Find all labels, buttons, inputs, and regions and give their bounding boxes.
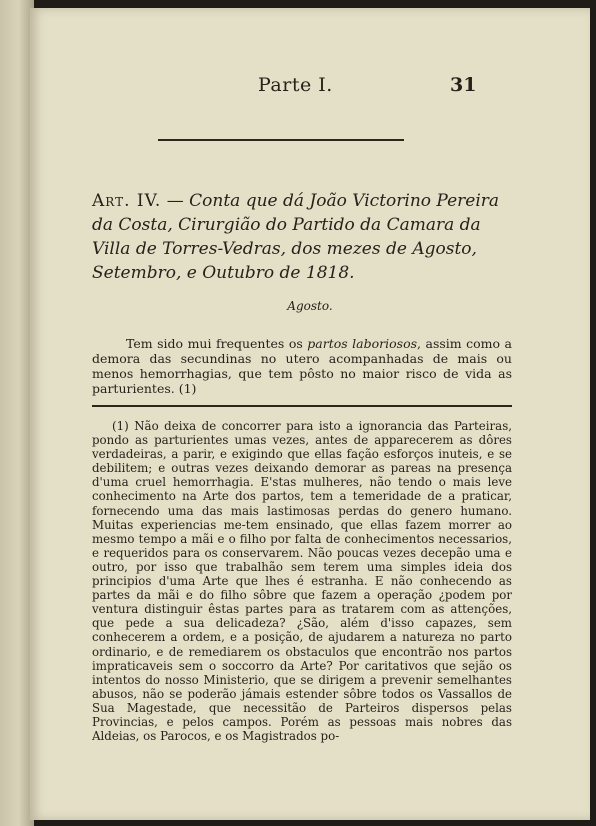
running-header	[30, 74, 590, 102]
article-title: Conta que dá João Victorino Pereira da Costa, Cirurgião do Partido da Camara da Villa de Torres-Vedras, dos mezes de Agosto, Setembro, e Outubro de 1818.	[92, 191, 500, 283]
paragraph-start: Tem sido mui frequentes os	[126, 336, 308, 351]
facing-page-edge	[0, 0, 34, 826]
body-paragraph	[92, 336, 512, 396]
book-page	[30, 8, 590, 820]
header-title: Parte I.	[258, 74, 333, 96]
page-number: 31	[450, 74, 477, 96]
article-dash: —	[161, 191, 184, 211]
footnote-rule	[92, 405, 512, 407]
section-heading: Agosto.	[287, 299, 333, 313]
footnote: (1) Não deixa de concorrer para isto a ignorancia das Parteiras, pondo as parturientes umas vezes, antes de apparecerem as dôres verdadeiras, a parir, e exigindo que ellas fação esforços inuteis, e se debilitem; e outras vezes deixando demorar as pareas na presença d'uma cruel hemorrhagia. E'stas mulheres, não tendo o mais leve conhecimento na Arte dos partos, tem a temeridade de a praticar, fornecendo uma das mais lastimosas perdas do genero humano. Muitas experiencias me-tem ensinado, que ellas fazem morrer ao mesmo tempo a mãi e o filho por falta de conhecimentos necessarios, e requeridos para os conservarem. Não poucas vezes decepão uma e outro, por isso que trabalhão sem terem uma simples ideia dos principios d'uma Arte que lhes é estranha. E não conhecendo as partes da mãi e do filho sôbre que fazem a operação ¿podem por ventura distinguir êstas partes para as tratarem com as attenções, que pede a sua delicadeza? ¿São, além d'isso capazes, sem conhecerem a ordem, e a posição, de ajudarem a natureza no parto ordinario, e de remediarem os obstaculos que encontrão nos partos impraticaveis sem o soccorro da Arte? Por caritativos que sejão os intentos do nosso Ministerio, que se dirigem a prevenir semelhantes abusos, não se poderão jámais estender sôbre todos os Vassallos de Sua Magestade, que necessitão de Parteiros dispersos pelas Provincias, e pelos campos. Porém as pessoas mais nobres das Aldeias, os Parocos, e os Magistrados po-	[92, 419, 512, 744]
article-heading	[92, 189, 512, 285]
paragraph-end: , assim como a demora das secundinas no utero acompanhadas de mais ou menos hemorrhagias, que tem pôsto no maior risco de vida as parturientes. (1)	[92, 336, 512, 396]
paragraph-emphasis: partos laboriosos	[307, 336, 418, 351]
article-label: Art. IV.	[92, 191, 162, 211]
header-rule	[158, 139, 404, 141]
